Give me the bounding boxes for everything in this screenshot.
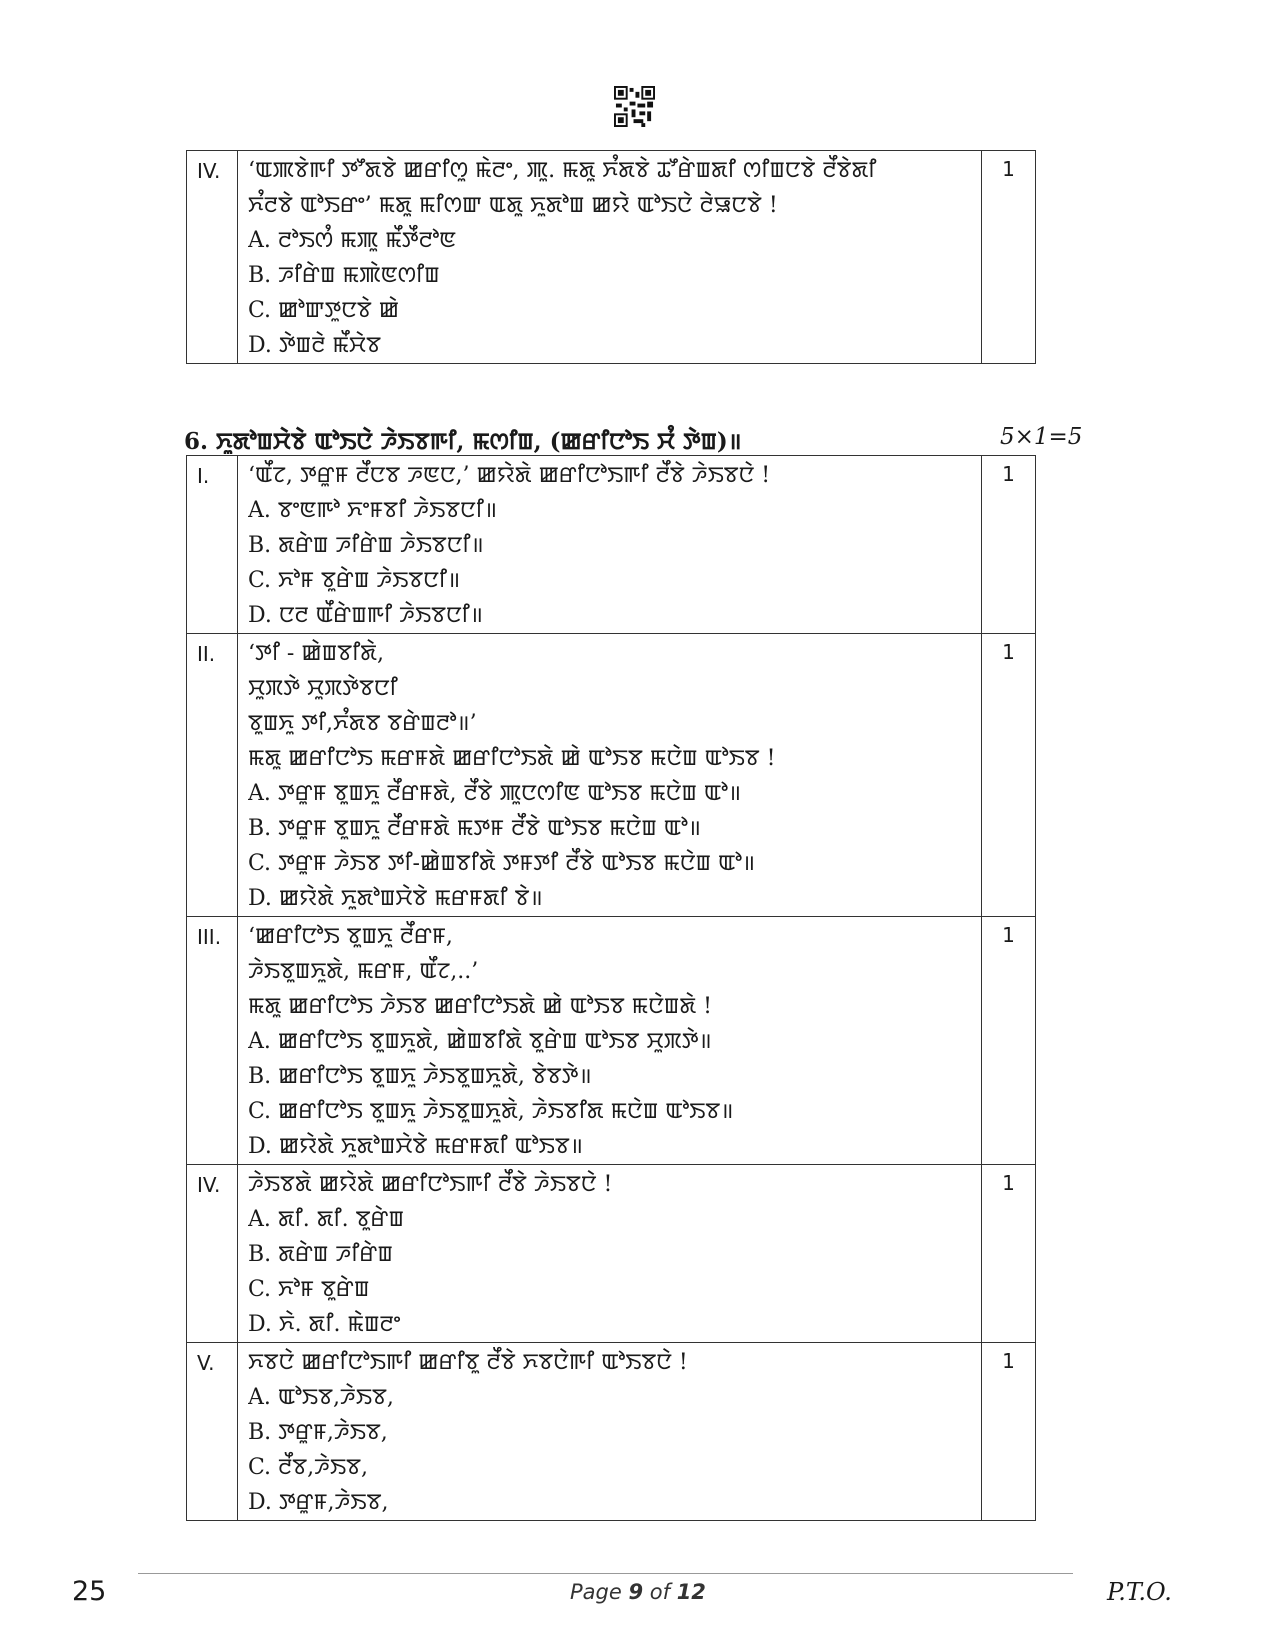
question-marks: 1: [982, 1343, 1036, 1521]
question-body: [238, 917, 982, 1165]
question-number: IV.: [187, 151, 238, 364]
question-stem: ꯕꯨꯡꯈꯨ ꯇꯤ,ꯈꯪꯗꯕ ꯕꯔꯥꯡꯂꯣ॥’: [248, 711, 477, 736]
question-stem: ꯃꯗꯨ ꯀꯔꯤꯅꯣꯏ ꯃꯔꯝꯗꯥ ꯀꯔꯤꯅꯣꯏꯗꯥ ꯀꯥ ꯑꯣꯏꯕ ꯃꯅꯥꯡ ꯑꯣꯏꯕ !: [248, 746, 776, 771]
question-row: [187, 151, 1036, 364]
option-d: D. ꯀꯌꯥꯗꯥ ꯈꯨꯗꯣꯡꯆꯥꯕꯥ ꯃꯔꯝꯗꯤ ꯑꯣꯏꯕ॥: [248, 1134, 583, 1159]
option-a: A. ꯂꯣꯏꯁꯪ ꯃꯄꯨ ꯃꯩꯇꯩꯂꯣꯟ: [248, 228, 457, 253]
option-d: D. ꯇꯔꯨꯝ,ꯍꯥꯏꯕ,: [248, 1490, 389, 1515]
question-body: [238, 1165, 982, 1343]
option-a: A. ꯑꯣꯏꯕ,ꯍꯥꯏꯕ,: [248, 1385, 394, 1410]
option-a: A. ꯇꯔꯨꯝ ꯕꯨꯡꯈꯨ ꯂꯩꯔꯝꯗꯥ, ꯂꯩꯕꯥ ꯄꯨꯅꯁꯤꯟ ꯑꯣꯏꯕ ꯃꯅꯥꯡ ꯑꯣ॥: [248, 781, 741, 806]
option-c: C. ꯀꯣꯛꯇꯨꯅꯕꯥ ꯀꯥ: [248, 298, 400, 323]
question-stem: ‘ꯇꯤ - ꯀꯥꯡꯕꯤꯗꯥ,: [248, 641, 384, 666]
option-d: D. ꯀꯌꯥꯗꯥ ꯈꯨꯗꯣꯡꯆꯥꯕꯥ ꯃꯔꯝꯗꯤ ꯕꯥ॥: [248, 886, 543, 911]
question-row: [187, 456, 1036, 634]
question-row: [187, 917, 1036, 1165]
question-stem: ꯍꯥꯏꯕꯗꯥ ꯀꯌꯥꯗꯥ ꯀꯔꯤꯅꯣꯏꯒꯤ ꯂꯩꯕꯥ ꯍꯥꯏꯕꯅꯥ !: [248, 1172, 613, 1197]
paper-code: 25: [72, 1576, 107, 1607]
question-marks: 1: [982, 456, 1036, 634]
question-stem: ‘ꯑꯩꯖ, ꯇꯔꯨꯝ ꯂꯩꯅꯕ ꯍꯟꯅ,’ ꯀꯌꯥꯗꯥ ꯀꯔꯤꯅꯣꯏꯒꯤ ꯂꯩꯕꯥ ꯍꯥꯏꯕꯅꯥ !: [248, 463, 771, 488]
option-d: D. ꯈꯥ. ꯗꯤ. ꯃꯥꯡꯂꯦ: [248, 1312, 401, 1337]
question-stem: ꯃꯗꯨ ꯀꯔꯤꯅꯣꯏ ꯍꯥꯏꯕ ꯀꯔꯤꯅꯣꯏꯗꯥ ꯀꯥ ꯑꯣꯏꯕ ꯃꯅꯥꯡꯗꯥ !: [248, 994, 712, 1019]
question-row: [187, 1343, 1036, 1521]
option-a: A. ꯀꯔꯤꯅꯣꯏ ꯕꯨꯡꯈꯨꯗꯥ, ꯀꯥꯡꯕꯤꯗꯥ ꯕꯨꯔꯥꯡ ꯑꯣꯏꯕ ꯆꯨꯞꯇꯥ॥: [248, 1029, 712, 1054]
question-stem: ꯈꯕꯅꯥ ꯀꯔꯤꯅꯣꯏꯒꯤ ꯀꯔꯤꯕꯨ ꯂꯩꯕꯥ ꯈꯕꯅꯥꯒꯤ ꯑꯣꯏꯕꯅꯥ !: [248, 1350, 688, 1375]
question-body: [238, 456, 982, 634]
page-of: of: [643, 1580, 677, 1604]
option-c: C. ꯈꯣꯝ ꯕꯨꯔꯥꯡ: [248, 1277, 370, 1302]
question-stem: ꯍꯥꯏꯕꯨꯡꯈꯨꯗꯥ, ꯃꯔꯝ, ꯑꯩꯖ,..’: [248, 959, 479, 984]
question-stem: ꯆꯨꯞꯇꯥ ꯆꯨꯞꯇꯥꯕꯅꯤ: [248, 676, 398, 701]
section-questions-table: [186, 455, 1036, 1521]
question-stem: ‘ꯀꯔꯤꯅꯣꯏ ꯕꯨꯡꯈꯨ ꯂꯩꯔꯝ,: [248, 924, 453, 949]
option-b: B. ꯀꯔꯤꯅꯣꯏ ꯕꯨꯡꯈꯨ ꯍꯥꯏꯕꯨꯡꯈꯨꯗꯥ, ꯕꯥꯕꯇꯥ॥: [248, 1064, 592, 1089]
question-stem: ꯈꯪꯂꯕꯥ ꯑꯣꯏꯔꯦ’ ꯃꯗꯨ ꯃꯤꯁꯛ ꯑꯗꯨ ꯈꯨꯗꯣꯡ ꯀꯌꯥ ꯑꯣꯏꯅꯥ ꯂꯥꯎꯅꯕꯥ !: [248, 193, 778, 218]
question-number: II.: [187, 634, 238, 917]
question-body: [238, 1343, 982, 1521]
option-a: A. ꯗꯤ. ꯗꯤ. ꯕꯨꯔꯥꯡ: [248, 1207, 405, 1232]
option-c: C. ꯈꯣꯝ ꯕꯨꯔꯥꯡ ꯍꯥꯏꯕꯅꯤ॥: [248, 568, 461, 593]
question-marks: 1: [982, 634, 1036, 917]
option-c: C. ꯇꯔꯨꯝ ꯍꯥꯏꯕ ꯇꯤ-ꯀꯥꯡꯕꯤꯗꯥ ꯇꯝꯇꯤ ꯂꯩꯕꯥ ꯑꯣꯏꯕ ꯃꯅꯥꯡ ꯑꯣ॥: [248, 851, 756, 876]
page-indicator: [570, 1580, 706, 1604]
option-c: C. ꯀꯔꯤꯅꯣꯏ ꯕꯨꯡꯈꯨ ꯍꯥꯏꯕꯨꯡꯈꯨꯗꯥ, ꯍꯥꯏꯕꯤꯗ ꯃꯅꯥꯡ ꯑꯣꯏꯕ॥: [248, 1099, 734, 1124]
footer-divider: [138, 1573, 1073, 1574]
question-stem: ‘ꯑꯄꯕꯥꯒꯤ ꯇꯧꯗꯕꯥ ꯀꯔꯤꯁꯨ ꯃꯥꯂꯦ, ꯄꯨ. ꯃꯗꯨ ꯈꯪꯗꯕꯥ ꯊꯧꯔꯥꯡꯗꯤ ꯁꯤꯡꯅꯕꯥ ꯂꯩꯕꯥꯗꯤ: [248, 158, 877, 183]
page-prefix: Page: [570, 1580, 629, 1604]
question-marks: 1: [982, 1165, 1036, 1343]
option-d: D. ꯅꯂ ꯑꯩꯔꯥꯡꯒꯤ ꯍꯥꯏꯕꯅꯤ॥: [248, 603, 483, 628]
question-body: [238, 634, 982, 917]
prev-question-table: [186, 150, 1036, 364]
option-b: B. ꯗꯔꯥꯡ ꯍꯤꯔꯥꯡ: [248, 1242, 393, 1267]
question-marks: 1: [982, 151, 1036, 364]
page-current: 9: [628, 1580, 644, 1604]
option-b: B. ꯇꯔꯨꯝ,ꯍꯥꯏꯕ,: [248, 1420, 388, 1445]
question-number: IV.: [187, 1165, 238, 1343]
question-number: I.: [187, 456, 238, 634]
option-b: B. ꯗꯔꯥꯡ ꯍꯤꯔꯥꯡ ꯍꯥꯏꯕꯅꯤ॥: [248, 533, 484, 558]
question-marks: 1: [982, 917, 1036, 1165]
question-row: [187, 1165, 1036, 1343]
page-total: 12: [676, 1580, 706, 1604]
question-row: [187, 634, 1036, 917]
section-marks: 5×1=5: [1000, 424, 1083, 450]
question-number: V.: [187, 1343, 238, 1521]
qr-code-icon: [614, 86, 655, 127]
option-b: B. ꯍꯤꯔꯥꯡ ꯃꯄꯥꯟꯁꯤꯡ: [248, 263, 440, 288]
option-b: B. ꯇꯔꯨꯝ ꯕꯨꯡꯈꯨ ꯂꯩꯔꯝꯗꯥ ꯃꯇꯝ ꯂꯩꯕꯥ ꯑꯣꯏꯕ ꯃꯅꯥꯡ ꯑꯣ॥: [248, 816, 701, 841]
option-a: A. ꯕꯦꯟꯒꯣ ꯈꯦꯝꯕꯤ ꯍꯥꯏꯕꯅꯤ॥: [248, 498, 498, 523]
option-d: D. ꯇꯥꯡꯂꯥ ꯃꯩꯆꯥꯕ: [248, 333, 381, 358]
section-heading: 6. ꯈꯨꯗꯣꯡꯆꯥꯕꯥ ꯑꯣꯏꯅꯥ ꯍꯥꯏꯕꯒꯤ, ꯃꯁꯤꯡ, (ꯀꯔꯤꯅꯣꯏ ꯆꯪ ꯇꯥꯡ)॥: [184, 428, 742, 455]
question-number: III.: [187, 917, 238, 1165]
pto-label: P.T.O.: [1107, 1578, 1172, 1606]
question-body: [238, 151, 982, 364]
option-c: C. ꯂꯩꯕ,ꯍꯥꯏꯕ,: [248, 1455, 369, 1480]
